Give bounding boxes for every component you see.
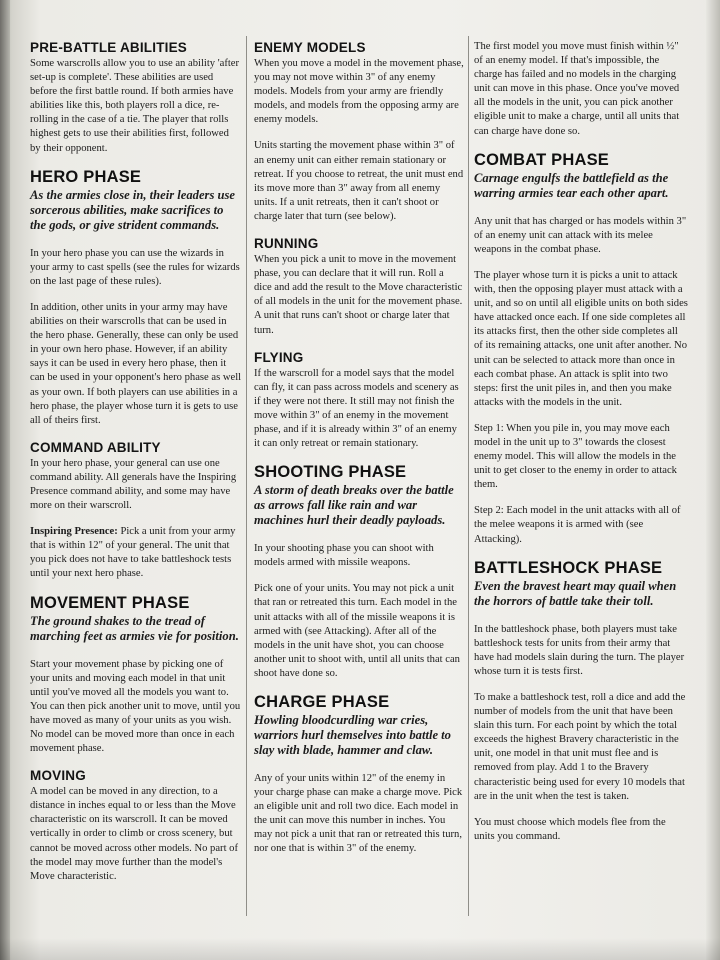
paragraph: When you pick a unit to move in the movement phase, you can declare that it will run. Roll a dice and add the result to the Move characteristic of all models in the unit for the movement phase. A unit that runs can't shoot or charge later that turn.: [254, 254, 463, 336]
paragraph: The player whose turn it is picks a unit to attack with, then the opposing player must attack with a unit, and so on until all eligible units on both sides have attacked once each. If one side completes all its attacks first, then the other side completes all of its remaining attacks, one unit after another. No unit can be selected to attack more than once in each combat phase. An attack is split into two steps: first the unit piles in, and then you make attacks with the models in the unit.: [474, 269, 688, 408]
paragraph: Step 1: When you pile in, you may move each model in the unit up to 3" towards the closest enemy model. This will allow the models in the unit to get closer to the enemy in order to attack them.: [474, 422, 677, 491]
paragraph: If the warscroll for a model says that the model can fly, it can pass across models and scenery as if they were not there. It still may not finish the move within 3" of an enemy in the movement phase, and if it is already within 3" of an enemy it can only retreat or remain stationary.: [254, 367, 459, 450]
paragraph: In your hero phase, your general can use one command ability. All generals have the Inspiring Presence command ability, and some may have more on their warscroll.: [30, 457, 237, 512]
paragraph: Step 2: Each model in the unit attacks with all of the melee weapons it is armed with (see Attacking).: [474, 505, 681, 545]
section-intro: Carnage engulfs the battlefield as the warring armies tear each other apart.: [474, 170, 669, 200]
section-intro: The ground shakes to the tread of marching feet as armies vie for position.: [30, 613, 239, 643]
column-right: [474, 40, 688, 856]
section-intro: Howling bloodcurdling war cries, warriors hurl themselves into battle to slay with blade, hammer and claw.: [254, 713, 451, 757]
paragraph: Units starting the movement phase within 3" of an enemy unit can either remain stationary or retreat. If you choose to retreat, the unit must end its move more than 3" away from all enemy units. If a unit retreats, then it can't shoot or charge later that turn (see below).: [254, 140, 464, 222]
section-title-shooting-phase: SHOOTING PHASE: [254, 463, 407, 482]
book-spine-shadow: [0, 0, 10, 960]
section-title-enemy-models: ENEMY MODELS: [254, 40, 366, 55]
column-divider: [246, 36, 247, 916]
section-title-pre-battle-abilities: PRE-BATTLE ABILITIES: [30, 40, 187, 55]
section-title-command-ability: COMMAND ABILITY: [30, 439, 161, 455]
page-edge: [706, 0, 720, 960]
page-bottom-shadow: [0, 938, 720, 960]
section-title-flying: FLYING: [254, 349, 304, 365]
term-label: Inspiring Presence:: [30, 526, 118, 538]
paragraph: Any of your units within 12" of the enemy in your charge phase can make a charge move. Pick an eligible unit and roll two dice. Each model in the unit can move this number in inches. You may not pick a unit that ran or retreated this turn, nor one that is within 3" of the enemy.: [254, 773, 463, 855]
paragraph: In your hero phase you can use the wizards in your army to cast spells (see the rules for wizards on the last page of these rules).: [30, 247, 240, 287]
paragraph: Pick one of your units. You may not pick a unit that ran or retreated this turn. Each model in the unit attacks with all of the missile weapons it is armed with (see Attacking). After all of the models in the unit have shot, you can choose another unit to shoot with, until all units that can shoot have done so.: [254, 583, 460, 679]
section-title-movement-phase: MOVEMENT PHASE: [30, 593, 190, 612]
paragraph: In your shooting phase you can shoot with models armed with missile weapons.: [254, 543, 434, 569]
column-middle: [254, 40, 464, 869]
section-intro: A storm of death breaks over the battle as arrows fall like rain and war machines hurl their deadly payloads.: [254, 483, 454, 528]
paragraph: In the battleshock phase, both players must take battleshock tests for units from their army that have had models slain during the turn. The player whose turn it is tests first.: [474, 623, 685, 677]
paragraph: Any unit that has charged or has models within 3" of an enemy unit can attack with its melee weapons in the combat phase.: [474, 215, 687, 255]
paragraph: When you move a model in the movement phase, you may not move within 3" of any enemy models. Models from your army are friendly models, and models from the opposing army are enemy models.: [254, 58, 464, 126]
column-divider: [468, 36, 469, 916]
paragraph: The first model you move must finish within ½" of an enemy model. If that's impossible, the charge has failed and no models in the charging unit can move in this phase. Once you've moved all the models in the unit, you can pick another eligible unit to make a charge, until all units that can charge have done so.: [474, 41, 680, 137]
paragraph: Some warscrolls allow you to use an ability 'after set-up is complete'. These abilities are used before the first battle round. If both armies have abilities like this, both players roll a dice, re-rolling in the case of a tie. The player that rolls highest gets to use their abilities first, followed by their opponent.: [30, 58, 240, 154]
section-intro: As the armies close in, their leaders use sorcerous abilities, make sacrifices to the gods, or give strident commands.: [30, 187, 236, 232]
section-title-charge-phase: CHARGE PHASE: [254, 693, 390, 711]
column-left: [30, 40, 242, 896]
section-intro: Even the bravest heart may quail when the horrors of battle take their toll.: [474, 578, 677, 608]
section-title-running: RUNNING: [254, 236, 319, 252]
section-title-hero-phase: HERO PHASE: [30, 167, 142, 186]
paragraph: You must choose which models flee from the units you command.: [474, 816, 666, 842]
section-title-combat-phase: COMBAT PHASE: [474, 150, 610, 169]
paragraph: To make a battleshock test, roll a dice and add the number of models from the unit that have been slain this turn. For each point by which the total exceeds the highest Bravery characteristic in the unit, one model in that unit must flee and is removed from play. Add 1 to the Bravery characteristic being used for every 10 models that are in the unit when the test is taken.: [474, 692, 686, 802]
term-text: Pick a unit from your army that is within 12" of your general. The unit that you pick does not have to take battleshock tests until your next hero phase.: [30, 526, 236, 580]
paragraph: In addition, other units in your army may have abilities on their warscrolls that can be used in the hero phase. Generally, these can only be used in your own hero phase. However, if an ability says it can be used in every hero phase, then it can be used in your opponent's hero phase as well as your own. If both players can use abilities in a hero phase, the player whose turn it is gets to use all of theirs first.: [30, 301, 242, 426]
section-title-battleshock-phase: BATTLESHOCK PHASE: [474, 558, 663, 577]
paragraph: Start your movement phase by picking one of your units and moving each model in that unit until you've moved all the models you want to. You can then pick another unit to move, until you have moved as many of your units as you wish. No model can be moved more than once in each movement phase.: [30, 658, 241, 755]
paragraph-inspiring-presence: [30, 525, 242, 581]
paragraph: A model can be moved in any direction, to a distance in inches equal to or less than the Move characteristic on its warscroll. It can be moved vertically in order to climb or cross scenery, but cannot be moved across other models. No part of the model may move further than the model's Move characteristic.: [30, 786, 238, 882]
section-title-moving: MOVING: [30, 768, 86, 784]
